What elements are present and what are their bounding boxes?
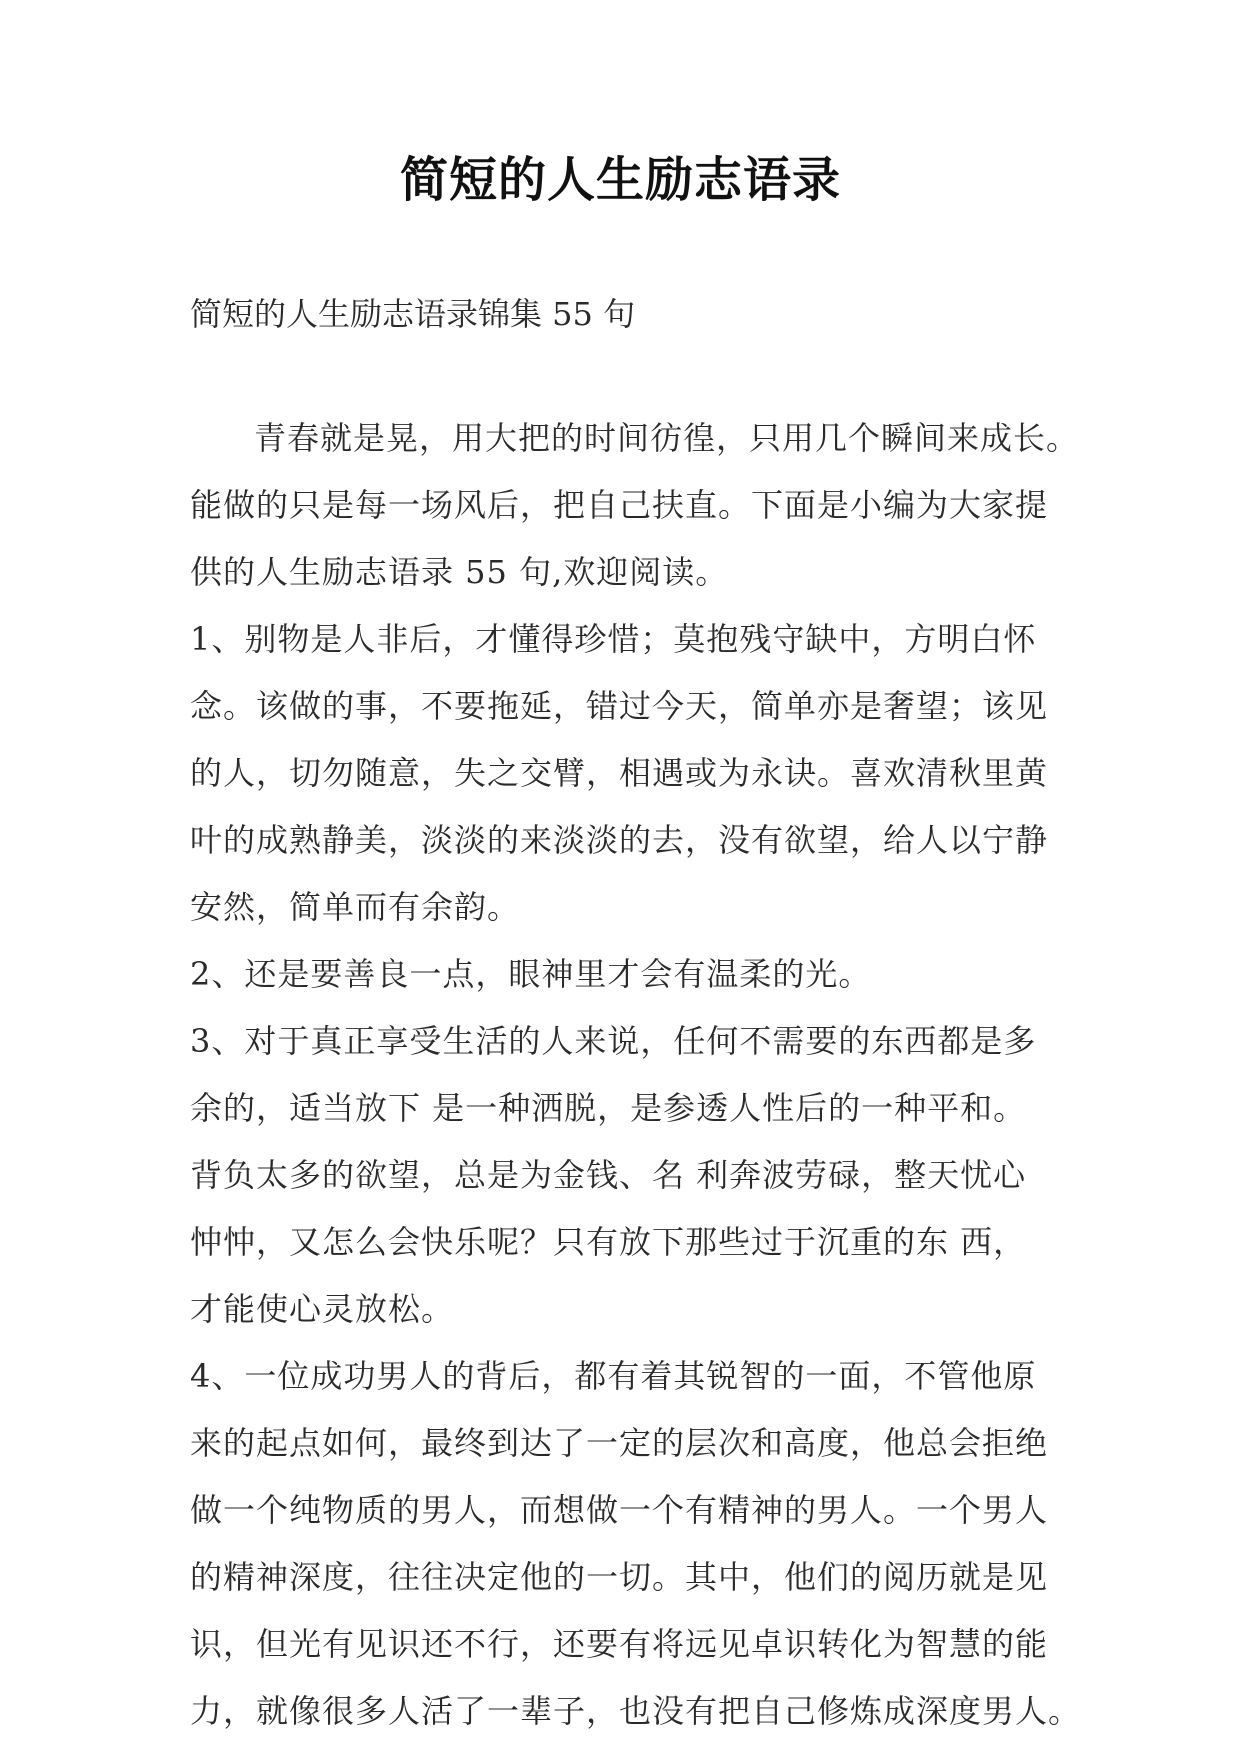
- body-line: 识，但光有见识还不行，还要有将远见卓识转化为智慧的能: [190, 1625, 1049, 1663]
- body-line: 背负太多的欲望，总是为金钱、名 利奔波劳碌，整天忧心: [190, 1156, 1027, 1194]
- body-line: 青春就是晃，用大把的时间彷徨，只用几个瞬间来成长。: [254, 419, 1080, 457]
- body-line: 能做的只是每一场风后，把自己扶直。下面是小编为大家提: [190, 486, 1049, 524]
- body-line: 1、别物是人非后，才懂得珍惜；莫抱残守缺中，方明白怀: [190, 620, 1037, 658]
- body-line: 力，就像很多人活了一辈子，也没有把自己修炼成深度男人。: [190, 1692, 1082, 1730]
- body-line: 念。该做的事，不要拖延，错过今天，简单亦是奢望；该见: [190, 687, 1049, 725]
- body-line: 4、一位成功男人的背后，都有着其锐智的一面，不管他原: [190, 1357, 1037, 1395]
- body-line: 忡忡，又怎么会快乐呢？只有放下那些过于沉重的东 西，: [190, 1223, 1027, 1261]
- body-line: 供的人生励志语录 55 句,欢迎阅读。: [190, 553, 729, 591]
- document-title: 简短的人生励志语录: [399, 152, 841, 208]
- body-line: 2、还是要善良一点，眼神里才会有温柔的光。: [190, 955, 872, 993]
- document-subtitle: 简短的人生励志语录锦集 55 句: [190, 295, 636, 333]
- body-line: 才能使心灵放松。: [190, 1290, 455, 1328]
- body-line: 安然，简单而有余韵。: [190, 888, 521, 926]
- body-line: 来的起点如何，最终到达了一定的层次和高度，他总会拒绝: [190, 1424, 1049, 1462]
- body-line: 3、对于真正享受生活的人来说，任何不需要的东西都是多: [190, 1022, 1037, 1060]
- body-line: 叶的成熟静美，淡淡的来淡淡的去，没有欲望，给人以宁静: [190, 821, 1049, 859]
- document-body: [190, 405, 1082, 1745]
- body-line: 的人，切勿随意，失之交臂，相遇或为永诀。喜欢清秋里黄: [190, 754, 1049, 792]
- body-line: 的精神深度，往往决定他的一切。其中，他们的阅历就是见: [190, 1558, 1049, 1596]
- body-line: 做一个纯物质的男人，而想做一个有精神的男人。一个男人: [190, 1491, 1049, 1529]
- body-line: 余的，适当放下 是一种洒脱，是参透人性后的一种平和。: [190, 1089, 1027, 1127]
